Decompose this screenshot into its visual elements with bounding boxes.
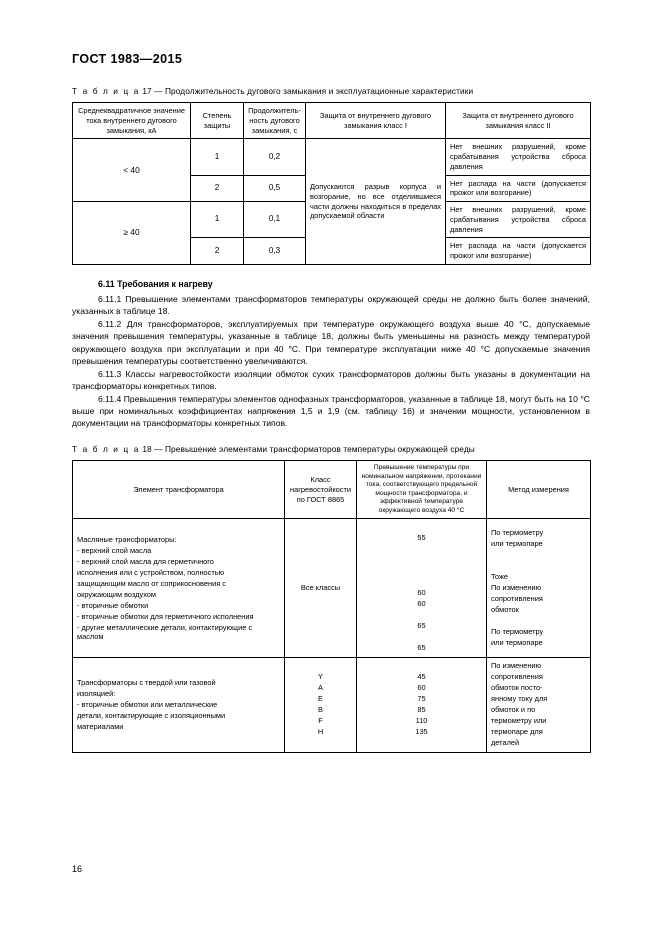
table17-caption-prefix: Т а б л и ц а xyxy=(72,86,140,96)
list-item: 85 xyxy=(417,705,426,715)
list-item: янному току для xyxy=(491,694,548,704)
list-item: сопротивления xyxy=(491,593,543,603)
list-item: обмоток и по xyxy=(491,705,536,715)
table18-element-oil-lines xyxy=(77,535,280,643)
table17-duration: 0,1 xyxy=(244,202,306,238)
table17-caption-text: — Продолжительность дугового замыкания и эксплуатационные характеристики xyxy=(154,86,474,96)
table17-header-duration: Продолжитель-ность дугового замыкания, с xyxy=(244,103,306,139)
table17-class2-text: Нет внешних разрушений, кроме срабатывания устройства сброса давления xyxy=(446,139,591,175)
list-item: Трансформаторы с твердой или газовой xyxy=(77,677,216,687)
list-item: деталей xyxy=(491,738,520,748)
list-item xyxy=(361,522,482,533)
table17-degree: 2 xyxy=(191,175,244,202)
list-item: окружающим воздухом xyxy=(77,589,156,599)
table18-values-oil xyxy=(357,519,487,658)
list-item: Тоже xyxy=(491,571,509,581)
list-item: - вторичные обмотки для герметичного исполнения xyxy=(77,611,254,621)
list-item: 65 xyxy=(417,643,426,653)
list-item: - вторичные обмотки xyxy=(77,600,149,610)
table-row xyxy=(73,103,591,139)
table17-degree: 1 xyxy=(191,139,244,175)
list-item: 60 xyxy=(417,683,426,693)
list-item: изоляцией: xyxy=(77,688,116,698)
table17-class1-text: Допускаются разрыв корпуса и возгорание, но все отделившиеся части должны находиться в пределах допускаемой области xyxy=(306,139,446,265)
list-item: 60 xyxy=(417,588,426,598)
page-header: ГОСТ 1983—2015 xyxy=(72,52,183,66)
table17-duration: 0,3 xyxy=(244,238,306,265)
list-item: или термопаре xyxy=(491,538,543,548)
table17-degree: 1 xyxy=(191,202,244,238)
list-item: H xyxy=(317,727,324,737)
list-item xyxy=(361,566,482,577)
list-item: обмоток посто- xyxy=(491,683,543,693)
list-item: 65 xyxy=(417,621,426,631)
list-item xyxy=(361,555,482,566)
list-item xyxy=(361,610,482,621)
section-title: 6.11 Требования к нагреву xyxy=(98,278,213,289)
table18-values-solid xyxy=(357,658,487,753)
table18-header-class: Класс нагревостойкости по ГОСТ 8865 xyxy=(285,460,357,518)
table18-method-oil xyxy=(487,519,591,658)
table17-header-class2: Защита от внутреннего дугового замыкания класс II xyxy=(446,103,591,139)
list-item: B xyxy=(318,705,323,715)
list-item: или термопаре xyxy=(491,637,543,647)
list-item: 135 xyxy=(415,727,428,737)
table18-element-oil xyxy=(73,519,285,658)
table18-class-solid xyxy=(285,658,357,753)
table18-header-temp: Превышение температуры при номинальном напряжении, протекании тока, соответствующего предельной мощности трансформатора, и эффективной температуре окружающего воздуха 40 °C xyxy=(357,460,487,518)
list-item: По термометру xyxy=(491,626,544,636)
page-content xyxy=(72,86,590,753)
list-item: 45 xyxy=(417,672,426,682)
list-item xyxy=(361,544,482,555)
list-item xyxy=(491,550,586,561)
table17-class2-text: Нет распада на части (допускается прожог или возгорание) xyxy=(446,175,591,202)
table18-caption-prefix: Т а б л и ц а xyxy=(72,443,140,454)
list-item: 60 xyxy=(417,599,426,609)
list-item: детали, контактирующие с изоляционными xyxy=(77,710,226,720)
list-item: F xyxy=(318,716,323,726)
table-17 xyxy=(72,102,591,265)
list-item xyxy=(491,616,586,627)
table17-degree: 2 xyxy=(191,238,244,265)
list-item: 55 xyxy=(417,533,426,543)
table18-class-oil xyxy=(285,519,357,658)
table17-current-1: < 40 xyxy=(73,139,191,202)
table17-duration: 0,2 xyxy=(244,139,306,175)
list-item: термопаре для xyxy=(491,727,543,737)
table17-caption xyxy=(72,86,590,96)
table18-method-solid xyxy=(487,658,591,753)
list-item: термометру или xyxy=(491,716,547,726)
table18-caption-number: 18 xyxy=(142,443,152,454)
list-item: обмоток xyxy=(491,604,519,614)
list-item: A xyxy=(318,683,323,693)
table18-header-method: Метод измерения xyxy=(487,460,591,518)
table18-caption-text: — Превышение элементами трансформаторов температуры окружающей среды xyxy=(154,443,475,454)
paragraph-6-11-2: 6.11.2 Для трансформаторов, эксплуатируемых при температуре окружающего воздуха выше 40 °C, допускаемые значения превышения температуры, указанные в таблице 18, должны быть уменьшены на разность между температурой окружающего воздуха при эксплуатации и при 40 °C. При температуре эксплуатации ниже 40 °C допускаемые значения превышения температуры соответственно увеличиваются. xyxy=(72,318,590,367)
paragraph-6-11-3: 6.11.3 Классы нагревостойкости изоляции обмоток сухих трансформаторов должны быть указаны в документации на трансформаторы конкретных типов. xyxy=(72,368,590,392)
table17-duration: 0,5 xyxy=(244,175,306,202)
list-item: защищающим масло от соприкосновения с xyxy=(77,578,226,588)
list-item xyxy=(361,577,482,588)
list-item: - другие металлические детали, контактирующие с маслом xyxy=(77,622,253,642)
table18-caption xyxy=(72,444,590,454)
list-item: Все классы xyxy=(300,583,341,593)
table17-class2-text: Нет внешних разрушений, кроме срабатывания устройства сброса давления xyxy=(446,202,591,238)
list-item: 75 xyxy=(417,694,426,704)
list-item: 110 xyxy=(415,716,428,726)
list-item: По изменению xyxy=(491,582,542,592)
list-item xyxy=(491,561,586,572)
list-item: материалами xyxy=(77,721,124,731)
list-item: сопротивления xyxy=(491,672,543,682)
table18-header-element: Элемент трансформатора xyxy=(73,460,285,518)
table17-current-2: ≥ 40 xyxy=(73,202,191,265)
table17-header-degree: Степень защиты xyxy=(191,103,244,139)
table-row xyxy=(73,658,591,753)
list-item: исполнения или с устройством, полностью xyxy=(77,567,225,577)
table17-header-current: Среднеквадратичное значение тока внутреннего дугового замыкания, кА xyxy=(73,103,191,139)
list-item: По термометру xyxy=(491,527,544,537)
table17-class2-text: Нет распада на части (допускается прожог или возгорание) xyxy=(446,238,591,265)
list-item xyxy=(361,632,482,643)
page-number: 16 xyxy=(72,864,83,874)
list-item: Y xyxy=(318,672,323,682)
table18-element-solid xyxy=(73,658,285,753)
table-row xyxy=(73,519,591,658)
table17-caption-number: 17 xyxy=(142,86,152,96)
list-item: - вторичные обмотки или металлические xyxy=(77,699,218,709)
paragraph-6-11-1: 6.11.1 Превышение элементами трансформаторов температуры окружающей среды не должно быть более значений, указанных в таблице 18. xyxy=(72,293,590,317)
paragraph-6-11-4: 6.11.4 Превышения температуры элементов однофазных трансформаторов, указанные в таблице 18, могут быть на 10 °C выше при номинальных коэффициентах напряжения 1,5 и 1,9 (см. таблицу 16) и значении мощности, установленном в документации на трансформаторы конкретных типов. xyxy=(72,393,590,429)
list-item: - верхний слой масла xyxy=(77,545,152,555)
table17-header-class1: Защита от внутреннего дугового замыкания класс I xyxy=(306,103,446,139)
table-row xyxy=(73,139,591,175)
list-item: E xyxy=(318,694,323,704)
list-item: Масляные трансформаторы: xyxy=(77,534,177,544)
list-item: По изменению xyxy=(491,661,542,671)
table-18 xyxy=(72,460,591,753)
table-row xyxy=(73,460,591,518)
list-item: - верхний слой масла для герметичного xyxy=(77,556,214,566)
